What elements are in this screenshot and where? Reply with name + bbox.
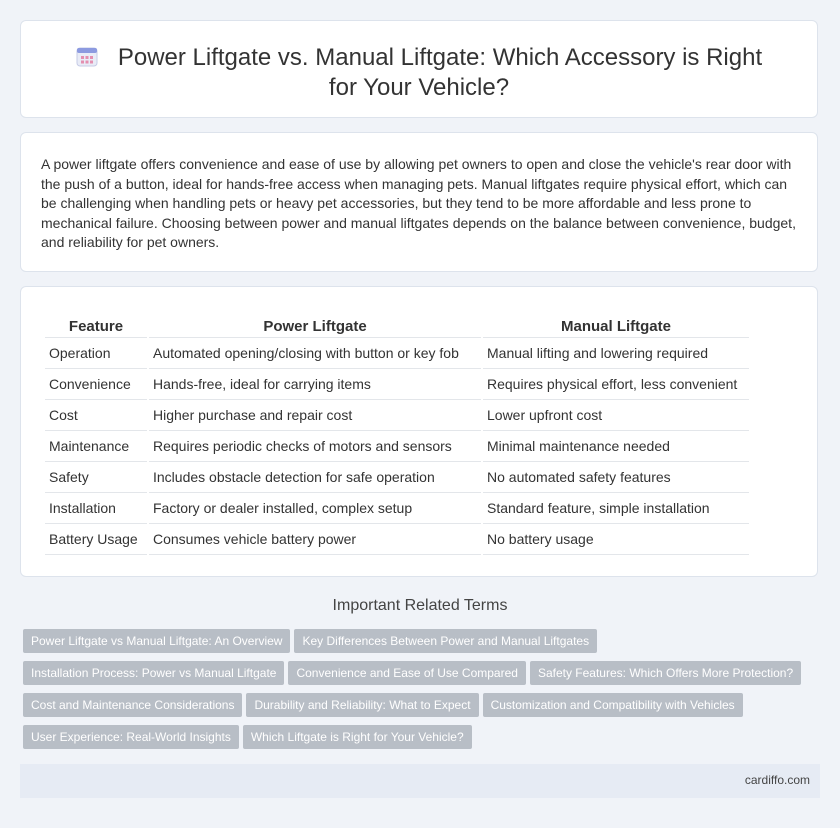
related-term-tag[interactable]: Installation Process: Power vs Manual Liftgate xyxy=(23,661,284,685)
related-term-tag[interactable]: Safety Features: Which Offers More Protection? xyxy=(530,661,801,685)
footer-site-link[interactable]: cardiffo.com xyxy=(744,773,810,787)
table-header-row xyxy=(45,315,749,338)
page-title: Power Liftgate vs. Manual Liftgate: Which Accessory is Right for Your Vehicle? xyxy=(117,44,763,101)
comparison-card xyxy=(20,286,818,577)
cell-manual: No battery usage xyxy=(483,524,749,555)
summary-text: A power liftgate offers convenience and ease of use by allowing pet owners to open and close the vehicle's rear door with the push of a button, ideal for hands-free access when managing pets. Manual liftgates require physical effort, which can be challenging when handling pets or heavy pet accessories, but they tend to be more affordable and less prone to mechanical failure. Choosing between power and manual liftgates depends on the balance between convenience, budget, and reliability for pet owners. xyxy=(41,156,796,251)
cell-feature: Cost xyxy=(45,400,147,431)
table-row xyxy=(45,493,749,524)
related-term-tag[interactable]: Key Differences Between Power and Manual Liftgates xyxy=(294,629,597,653)
cell-power: Hands-free, ideal for carrying items xyxy=(149,369,481,400)
cell-manual: Requires physical effort, less convenient xyxy=(483,369,749,400)
cell-manual: Standard feature, simple installation xyxy=(483,493,749,524)
title-card xyxy=(20,20,818,118)
footer-bar xyxy=(20,764,820,798)
related-term-tag[interactable]: Customization and Compatibility with Vehicles xyxy=(483,693,743,717)
table-row xyxy=(45,369,749,400)
comparison-table xyxy=(43,315,751,555)
table-row xyxy=(45,462,749,493)
cell-power: Consumes vehicle battery power xyxy=(149,524,481,555)
cell-feature: Operation xyxy=(45,338,147,369)
table-row xyxy=(45,431,749,462)
header-manual: Manual Liftgate xyxy=(483,315,749,338)
calendar-icon xyxy=(76,45,98,67)
cell-power: Includes obstacle detection for safe operation xyxy=(149,462,481,493)
summary-card xyxy=(20,132,818,272)
table-row xyxy=(45,400,749,431)
cell-feature: Safety xyxy=(45,462,147,493)
related-term-tag[interactable]: Cost and Maintenance Considerations xyxy=(23,693,242,717)
table-row xyxy=(45,524,749,555)
cell-power: Automated opening/closing with button or key fob xyxy=(149,338,481,369)
related-terms-heading: Important Related Terms xyxy=(332,597,508,614)
cell-power: Higher purchase and repair cost xyxy=(149,400,481,431)
related-term-tag[interactable]: Which Liftgate is Right for Your Vehicle? xyxy=(243,725,472,749)
related-term-tag[interactable]: Convenience and Ease of Use Compared xyxy=(288,661,525,685)
related-terms-list xyxy=(23,629,823,757)
cell-feature: Maintenance xyxy=(45,431,147,462)
related-term-tag[interactable]: User Experience: Real-World Insights xyxy=(23,725,239,749)
related-term-tag[interactable]: Power Liftgate vs Manual Liftgate: An Overview xyxy=(23,629,290,653)
cell-feature: Installation xyxy=(45,493,147,524)
cell-power: Factory or dealer installed, complex setup xyxy=(149,493,481,524)
cell-manual: Lower upfront cost xyxy=(483,400,749,431)
cell-feature: Battery Usage xyxy=(45,524,147,555)
related-term-tag[interactable]: Durability and Reliability: What to Expect xyxy=(246,693,478,717)
cell-feature: Convenience xyxy=(45,369,147,400)
header-feature: Feature xyxy=(45,315,147,338)
page-title-wrap xyxy=(21,43,817,103)
cell-manual: Minimal maintenance needed xyxy=(483,431,749,462)
cell-manual: Manual lifting and lowering required xyxy=(483,338,749,369)
header-power: Power Liftgate xyxy=(149,315,481,338)
table-row xyxy=(45,338,749,369)
cell-manual: No automated safety features xyxy=(483,462,749,493)
cell-power: Requires periodic checks of motors and sensors xyxy=(149,431,481,462)
